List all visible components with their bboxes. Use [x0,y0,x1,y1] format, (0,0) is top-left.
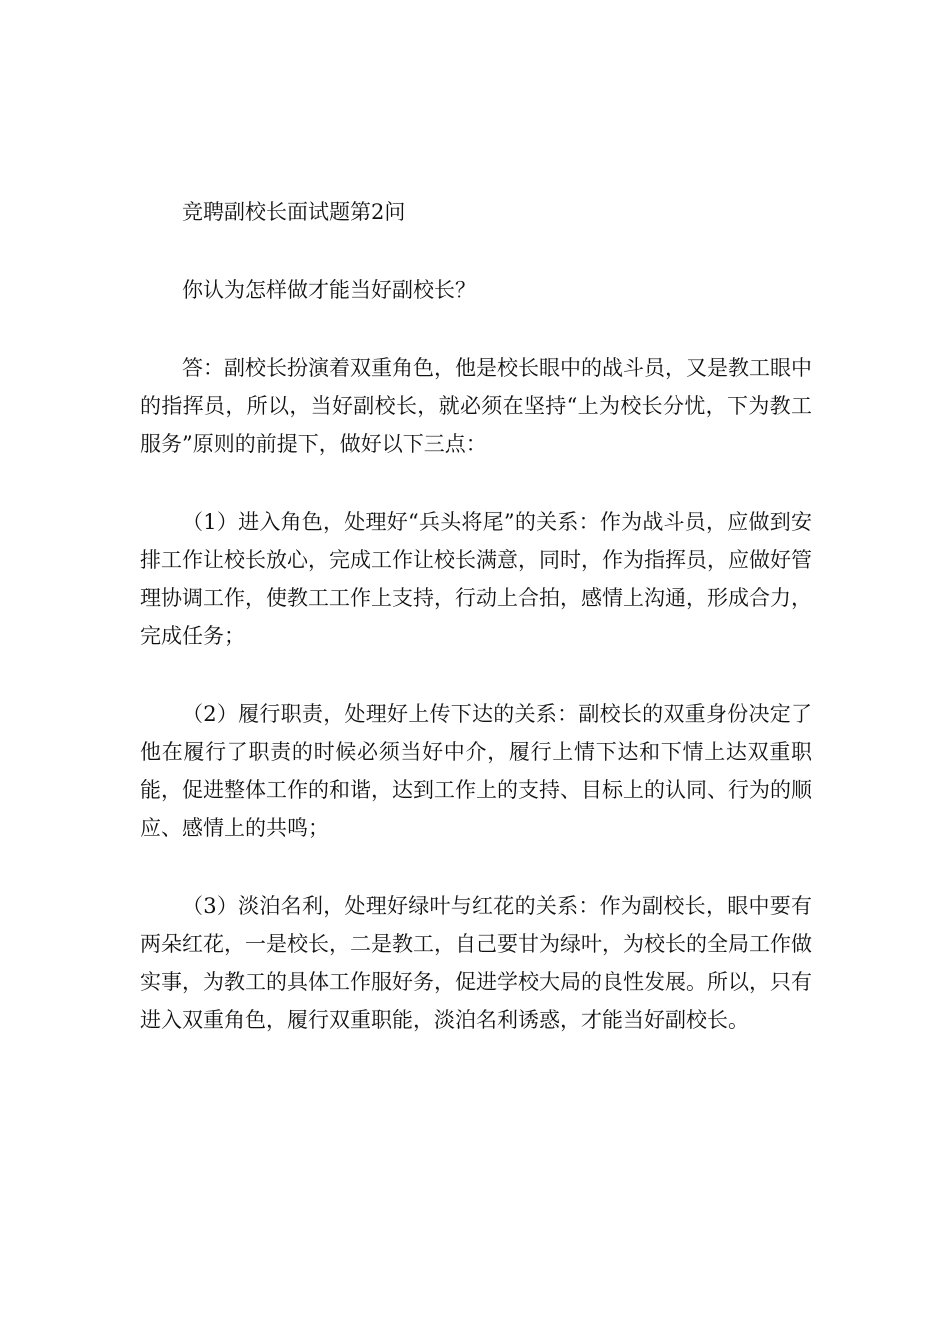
point-3-paragraph: （3）淡泊名利，处理好绿叶与红花的关系：作为副校长，眼中要有两朵红花，一是校长，二是教工，自己要甘为绿叶，为校长的全局工作做实事，为教工的具体工作服好务，促进学校大局的良性发展。所以，只有进入双重角色，履行双重职能，淡泊名利诱惑，才能当好副校长。 [140,894,812,1032]
document-title: 竞聘副校长面试题第2问 [182,200,406,224]
question-text: 你认为怎样做才能当好副校长？ [182,278,476,302]
answer-paragraph: 答：副校长扮演着双重角色，他是校长眼中的战斗员，又是教工眼中的指挥员，所以，当好副校长，就必须在坚持“上为校长分忧，下为教工服务”原则的前提下，做好以下三点： [140,356,812,456]
point-2-paragraph: （2）履行职责，处理好上传下达的关系：副校长的双重身份决定了他在履行了职责的时候必须当好中介，履行上情下达和下情上达双重职能，促进整体工作的和谐，达到工作上的支持、目标上的认同、行为的顺应、感情上的共鸣； [140,702,812,840]
document-body [140,193,812,1039]
point-1-paragraph: （1）进入角色，处理好“兵头将尾”的关系：作为战斗员，应做到安排工作让校长放心，完成工作让校长满意，同时，作为指挥员，应做好管理协调工作，使教工工作上支持，行动上合拍，感情上沟通，形成合力，完成任务； [140,510,812,648]
